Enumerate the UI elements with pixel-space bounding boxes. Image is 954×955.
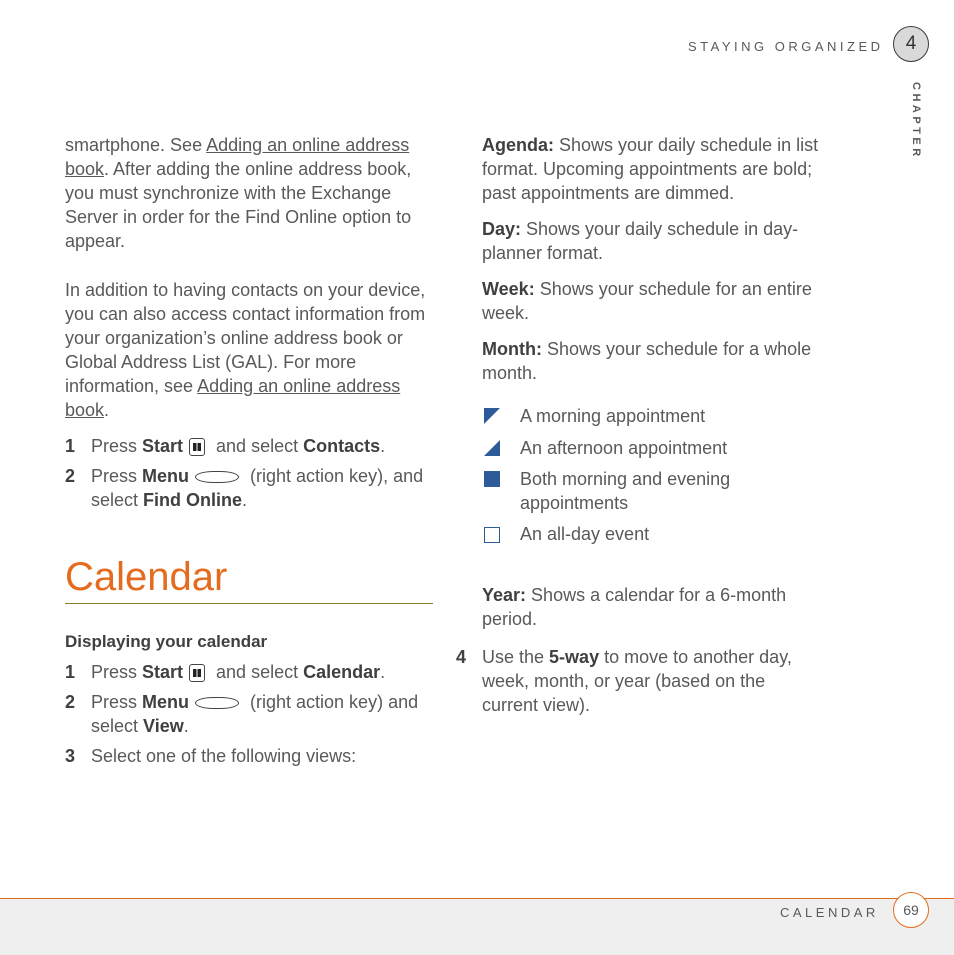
legend-item xyxy=(482,404,827,428)
step-text xyxy=(91,660,437,684)
empty-square-icon xyxy=(482,522,520,546)
text-span: Press xyxy=(91,692,143,712)
text-span: In addition to having contacts on your device, you can also access contact information from your organization’s online address book or Global Address List (GAL). For more information, see xyxy=(65,280,426,396)
title-rule xyxy=(65,603,433,604)
square-shape xyxy=(484,471,500,487)
text-span: Press xyxy=(91,662,143,682)
right-action-key-icon xyxy=(195,697,239,709)
filled-square-icon xyxy=(482,467,520,515)
legend-item xyxy=(482,436,827,460)
afternoon-triangle-icon xyxy=(482,436,520,460)
bold-span: Start xyxy=(142,662,184,682)
view-description: Shows your schedule for an entire week. xyxy=(482,279,812,323)
start-key-icon xyxy=(189,438,205,456)
view-label: Month: xyxy=(482,339,542,359)
view-description: Shows a calendar for a 6-month period. xyxy=(482,585,787,629)
view-label: Agenda: xyxy=(482,135,554,155)
text-span: and select xyxy=(211,662,304,682)
start-key-icon xyxy=(189,664,205,682)
display-calendar-section xyxy=(65,630,437,768)
legend-text: Both morning and evening appointments xyxy=(520,469,731,513)
step-number: 2 xyxy=(65,466,76,486)
text-span: . xyxy=(242,490,248,510)
view-month xyxy=(482,337,827,385)
view-description: Shows your daily schedule in day-planner format. xyxy=(482,219,799,263)
step-text xyxy=(91,434,437,458)
intro-paragraph xyxy=(65,133,437,253)
legend-item xyxy=(482,522,827,546)
text-span: (right action key), and select xyxy=(91,466,424,510)
text-span: Press xyxy=(91,436,143,456)
right-action-key-icon xyxy=(195,471,239,483)
subheading: Displaying your calendar xyxy=(65,632,268,651)
view-description: Shows your schedule for a whole month. xyxy=(482,339,812,383)
running-footer: CALENDAR xyxy=(780,905,879,920)
step-number: 2 xyxy=(65,692,76,712)
bold-span: Start xyxy=(142,436,184,456)
text-span: . After adding the online address book, you must synchronize with the Exchange Server in order for the Find Online option to appear. xyxy=(65,159,412,251)
step-item xyxy=(65,434,437,458)
view-label: Week: xyxy=(482,279,535,299)
view-year xyxy=(482,583,827,631)
find-online-steps xyxy=(65,434,437,512)
chapter-number-badge xyxy=(893,26,929,62)
running-header: STAYING ORGANIZED xyxy=(688,39,884,54)
windows-flag-icon xyxy=(193,443,201,451)
page-number-badge xyxy=(893,892,929,928)
view-label: Day: xyxy=(482,219,522,239)
chapter-vertical-label: CHAPTER xyxy=(910,82,922,160)
view-day xyxy=(482,217,827,265)
bold-span: 5-way xyxy=(549,647,600,667)
view-steps xyxy=(65,660,437,768)
page-number: 69 xyxy=(903,902,919,918)
triangle-shape xyxy=(484,440,500,456)
step-number: 3 xyxy=(65,746,76,766)
bold-span: Contacts xyxy=(303,436,381,456)
view-week xyxy=(482,277,827,325)
step-text: Select one of the following views: xyxy=(91,746,357,766)
step-item xyxy=(65,464,437,512)
step-item xyxy=(65,690,437,738)
step-number: 4 xyxy=(456,647,467,667)
step-text xyxy=(91,690,437,738)
step-number: 1 xyxy=(65,436,76,456)
bold-span: Find Online xyxy=(143,490,243,510)
legend-text: A morning appointment xyxy=(520,406,706,426)
view-label: Year: xyxy=(482,585,527,605)
text-span: and select xyxy=(211,436,304,456)
text-span: (right action key) and select xyxy=(91,692,419,736)
right-column xyxy=(482,133,827,631)
text-span: . xyxy=(380,662,386,682)
chapter-number: 4 xyxy=(905,33,917,54)
triangle-shape xyxy=(484,408,500,424)
view-description: Shows your daily schedule in list format. Upcoming appointments are bold; past appointments are dimmed. xyxy=(482,135,819,203)
text-span: to move to another day, week, month, or year (based on the current view). xyxy=(482,647,792,715)
bold-span: View xyxy=(143,716,184,736)
step-item xyxy=(65,660,437,684)
left-column xyxy=(65,133,437,512)
text-span: smartphone. See xyxy=(65,135,207,155)
step-number: 1 xyxy=(65,662,76,682)
section-title: Calendar xyxy=(65,555,228,599)
text-span: Press xyxy=(91,466,143,486)
adding-online-address-book-link[interactable]: Adding an online address book xyxy=(65,135,410,179)
appointment-legend xyxy=(482,404,827,546)
step-text xyxy=(91,464,437,512)
view-agenda xyxy=(482,133,827,205)
legend-item xyxy=(482,467,827,515)
bold-span: Menu xyxy=(142,466,190,486)
text-span: . xyxy=(104,400,110,420)
text-span: . xyxy=(380,436,386,456)
bold-span: Menu xyxy=(142,692,190,712)
square-shape xyxy=(484,527,500,543)
adding-online-address-book-link-2[interactable]: Adding an online address book xyxy=(65,376,401,420)
bold-span: Calendar xyxy=(303,662,381,682)
step-item xyxy=(65,744,437,768)
windows-flag-icon xyxy=(193,669,201,677)
step-item xyxy=(456,645,826,717)
step-text xyxy=(482,645,826,717)
text-span: . xyxy=(183,716,189,736)
gal-paragraph xyxy=(65,278,437,422)
morning-triangle-icon xyxy=(482,404,520,428)
legend-text: An all-day event xyxy=(520,524,650,544)
legend-text: An afternoon appointment xyxy=(520,438,728,458)
text-span: Use the xyxy=(482,647,550,667)
